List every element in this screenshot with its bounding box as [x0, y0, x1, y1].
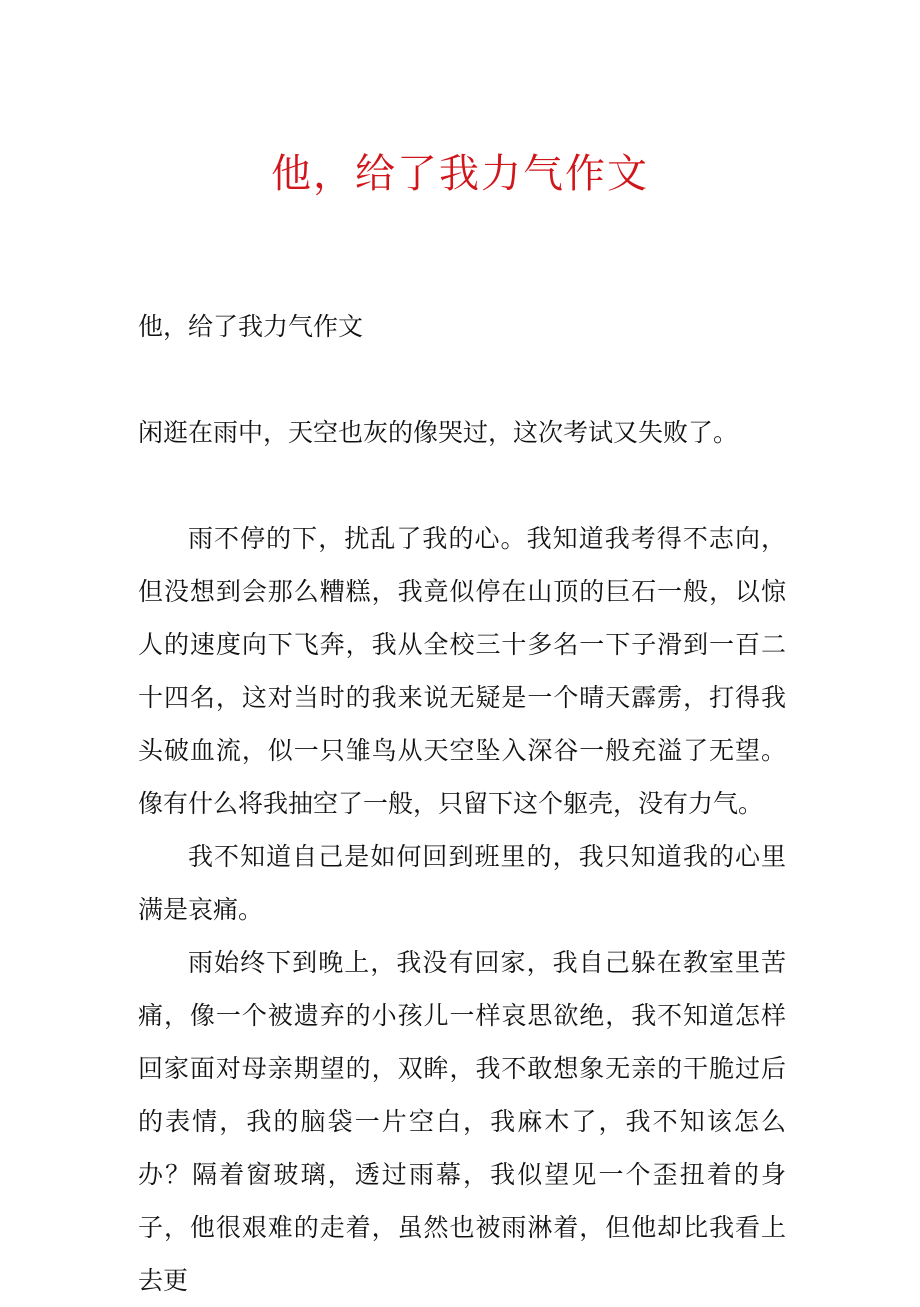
document-title: 他，给了我力气作文 — [271, 151, 649, 197]
paragraph: 雨不停的下，扰乱了我的心。我知道我考得不志向，但没想到会那么糟糕，我竟似停在山顶的巨石一般，以惊人的速度向下飞奔，我从全校三十多名一下子滑到一百二十四名，这对当时的我来说无疑是一个晴天霹雳，打得我头破血流，似一只雏鸟从天空坠入深谷一般充溢了无望。像有什么将我抽空了一般，只留下这个躯壳，没有力气。 — [138, 524, 786, 818]
document-subtitle: 他，给了我力气作文 — [138, 312, 364, 341]
paragraph: 我不知道自己是如何回到班里的，我只知道我的心里满是哀痛。 — [138, 842, 786, 924]
lead-paragraph: 闲逛在雨中，天空也灰的像哭过，这次考试又失败了。 — [138, 418, 739, 447]
paragraph: 雨始终下到晚上，我没有回家，我自己躲在教室里苦痛，像一个被遗弃的小孩儿一样哀思欲绝，我不知道怎样回家面对母亲期望的，双眸，我不敢想象无亲的干脆过后的表情，我的脑袋一片空白，我麻木了，我不知该怎么办？隔着窗玻璃，透过雨幕，我似望见一个歪扭着的身子，他很艰难的走着，虽然也被雨淋着，但他却比我看上去更 — [138, 948, 786, 1295]
document-body — [138, 300, 786, 1307]
